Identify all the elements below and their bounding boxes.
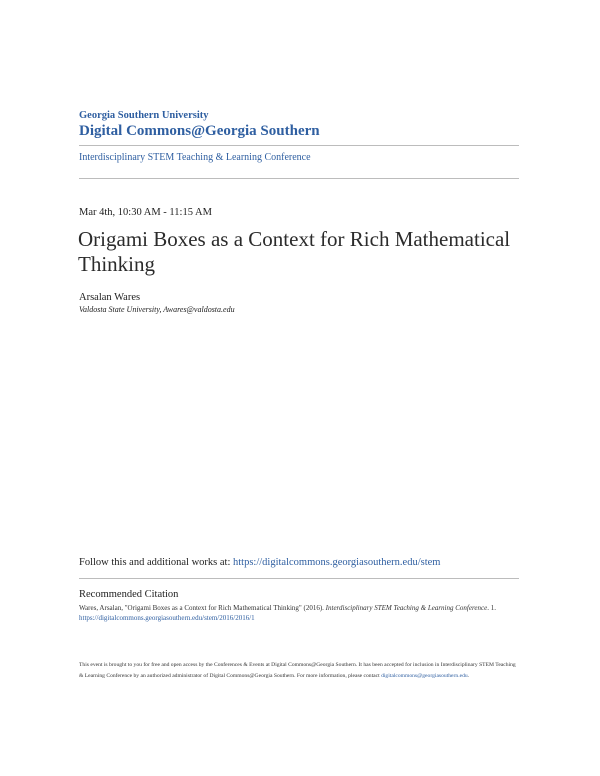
citation-text [79, 603, 519, 623]
contact-email-link[interactable]: digitalcommons@georgiasouthern.edu [381, 673, 468, 679]
footer-end: . [467, 673, 470, 679]
recommended-citation-heading: Recommended Citation [79, 589, 179, 600]
citation-number: . 1. [487, 604, 496, 612]
follow-line [79, 556, 440, 569]
footer-text: This event is brought to you for free and open access by the Conferences & Events at Digital Commons@Georgia Southern. It has been accepted for inclusion in Interdisciplinary STEM Teaching & Learning Conference by an authorized administrator of Digital Commons@Georgia Southern. For more information, please contact [79, 662, 516, 679]
citation-body: Wares, Arsalan, "Origami Boxes as a Context for Rich Mathematical Thinking" (2016). [79, 604, 326, 612]
footer-notice [79, 660, 519, 682]
citation-venue: Interdisciplinary STEM Teaching & Learning Conference [325, 604, 488, 612]
conference-link[interactable]: Interdisciplinary STEM Teaching & Learning Conference [79, 152, 311, 163]
event-title: Origami Boxes as a Context for Rich Mathematical Thinking [78, 227, 511, 276]
repository-header [79, 110, 519, 140]
event-date: Mar 4th, 10:30 AM - 11:15 AM [79, 207, 212, 218]
citation-divider [79, 578, 519, 579]
repository-name-link[interactable]: Digital Commons@Georgia Southern [79, 123, 320, 139]
institution-name[interactable]: Georgia Southern University [79, 110, 209, 121]
author-name: Arsalan Wares [79, 292, 141, 303]
header-divider [79, 145, 519, 146]
citation-url-link[interactable]: https://digitalcommons.georgiasouthern.edu/stem/2016/2016/1 [79, 614, 255, 622]
follow-prefix: Follow this and additional works at: [79, 557, 233, 568]
follow-link[interactable]: https://digitalcommons.georgiasouthern.edu/stem [233, 557, 441, 568]
author-affiliation: Valdosta State University, Awares@valdosta.edu [79, 305, 235, 314]
conference-divider [79, 178, 519, 179]
